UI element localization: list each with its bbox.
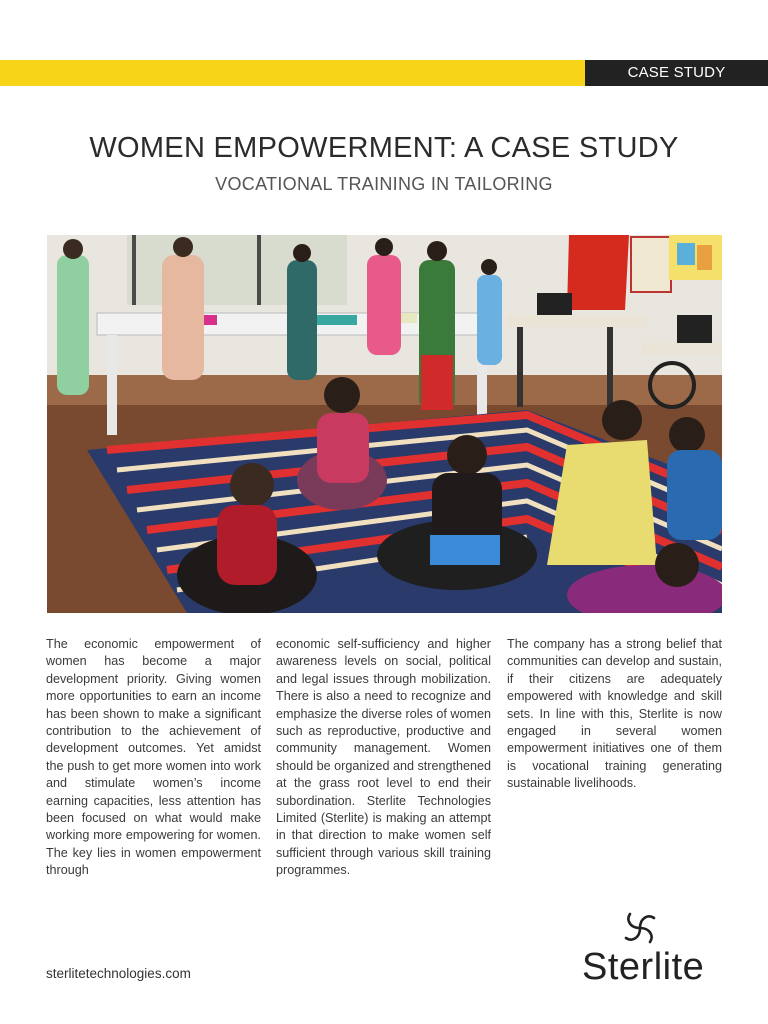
header-bar: [0, 60, 768, 86]
case-study-badge: CASE STUDY: [585, 60, 768, 86]
training-photo: [47, 235, 722, 613]
sterlite-wordmark: Sterlite: [582, 946, 705, 988]
footer-website-link[interactable]: sterlitetechnologies.com: [46, 966, 191, 981]
body-column-1: The economic empowerment of women has become a major development priority. Giving women more opportunities to earn an income has been shown to make a significant contribution to the achievement of development outcomes. Yet amidst the push to get more women into work and stimulate women’s income earning capacities, less attention has been focused on what would make working more empowering for women. The key lies in women empowerment through: [46, 637, 261, 878]
body-column-3: The company has a strong belief that communities can develop and sustain, if their citizens are adequately empowered with knowledge and skill sets. In line with this, Sterlite is now engaged in several women empowerment initiatives one of them is vocational training generating sustainable livelihoods.: [507, 637, 722, 791]
page-title: WOMEN EMPOWERMENT: A CASE STUDY: [89, 132, 679, 164]
sterlite-swirl-icon: [620, 908, 660, 948]
sterlite-logo: [580, 908, 725, 988]
page-subtitle: VOCATIONAL TRAINING IN TAILORING: [215, 174, 553, 194]
accent-stripe: [0, 60, 585, 86]
body-column-2: economic self-sufficiency and higher awareness levels on social, political and legal issues through mobilization. There is also a need to recognize and emphasize the diverse roles of women such as reproductive, productive and community management. Women should be organized and strengthened at the grass root level to end their subordination. Sterlite Technologies Limited (Sterlite) is making an attempt in that direction to make women self sufficient through various skill training programmes.: [276, 637, 491, 878]
